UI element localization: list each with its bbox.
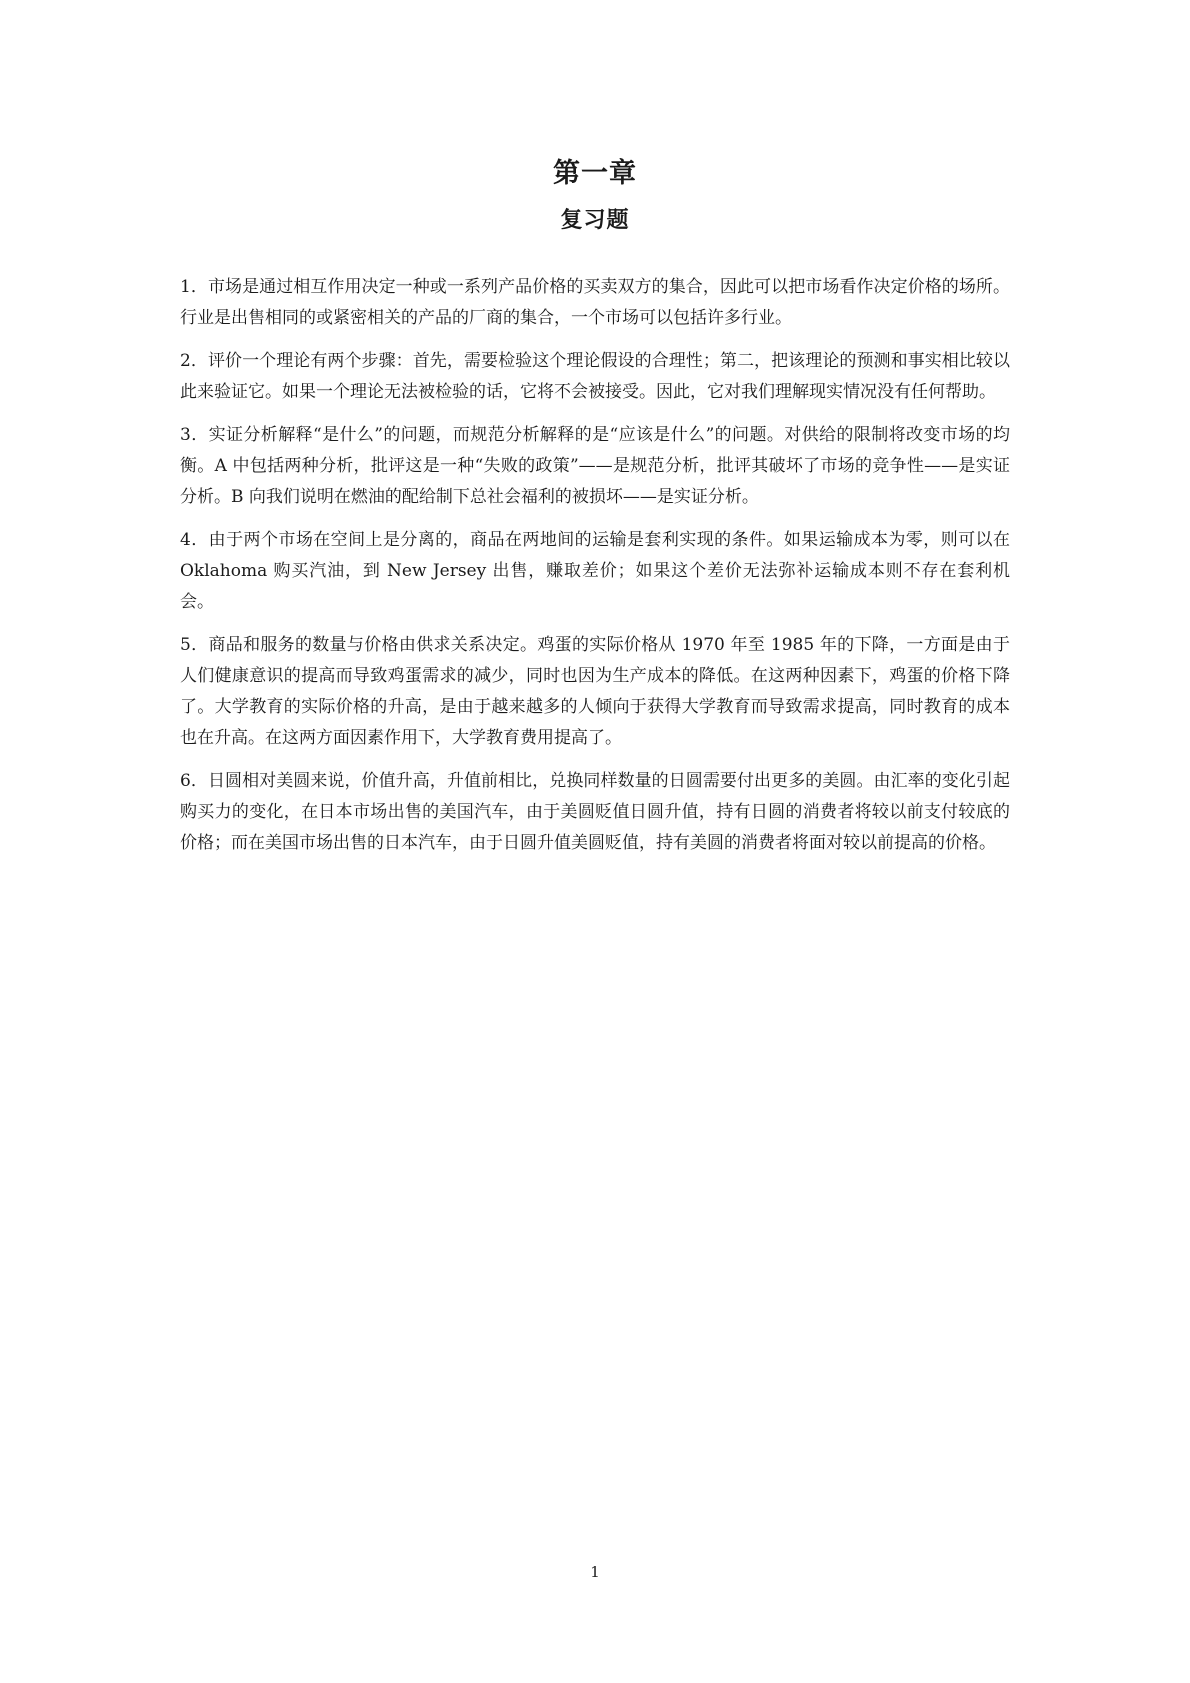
answer-paragraph-4: 4．由于两个市场在空间上是分离的，商品在两地间的运输是套利实现的条件。如果运输成本为零，则可以在 Oklahoma 购买汽油，到 New Jersey 出售，赚取差价；如果这个差价无法弥补运输成本则不存在套利机会。 bbox=[180, 530, 1010, 612]
review-questions bbox=[180, 272, 1010, 871]
answer-paragraph-6: 6．日圆相对美圆来说，价值升高，升值前相比，兑换同样数量的日圆需要付出更多的美圆。由汇率的变化引起购买力的变化，在日本市场出售的美国汽车，由于美圆贬值日圆升值，持有日圆的消费者将较以前支付较底的价格；而在美国市场出售的日本汽车，由于日圆升值美圆贬值，持有美圆的消费者将面对较以前提高的价格。 bbox=[180, 771, 1010, 853]
answer-paragraph-3: 3．实证分析解释“是什么”的问题，而规范分析解释的是“应该是什么”的问题。对供给的限制将改变市场的均衡。A 中包括两种分析，批评这是一种“失败的政策”——是规范分析，批评其破坏了市场的竞争性——是实证分析。B 向我们说明在燃油的配给制下总社会福利的被损坏——是实证分析。 bbox=[180, 425, 1010, 507]
answer-paragraph-2: 2．评价一个理论有两个步骤：首先，需要检验这个理论假设的合理性；第二，把该理论的预测和事实相比较以此来验证它。如果一个理论无法被检验的话，它将不会被接受。因此，它对我们理解现实情况没有任何帮助。 bbox=[180, 351, 1010, 402]
section-title: 复习题 bbox=[560, 208, 630, 233]
answer-paragraph-5: 5．商品和服务的数量与价格由供求关系决定。鸡蛋的实际价格从 1970 年至 1985 年的下降，一方面是由于人们健康意识的提高而导致鸡蛋需求的减少，同时也因为生产成本的降低。在这两种因素下，鸡蛋的价格下降了。大学教育的实际价格的升高，是由于越来越多的人倾向于获得大学教育而导致需求提高，同时教育的成本也在升高。在这两方面因素作用下，大学教育费用提高了。 bbox=[180, 635, 1010, 748]
answer-paragraph-1: 1．市场是通过相互作用决定一种或一系列产品价格的买卖双方的集合，因此可以把市场看作决定价格的场所。行业是出售相同的或紧密相关的产品的厂商的集合，一个市场可以包括许多行业。 bbox=[180, 277, 1010, 328]
chapter-title: 第一章 bbox=[553, 158, 637, 189]
page-number: 1 bbox=[590, 1563, 600, 1581]
